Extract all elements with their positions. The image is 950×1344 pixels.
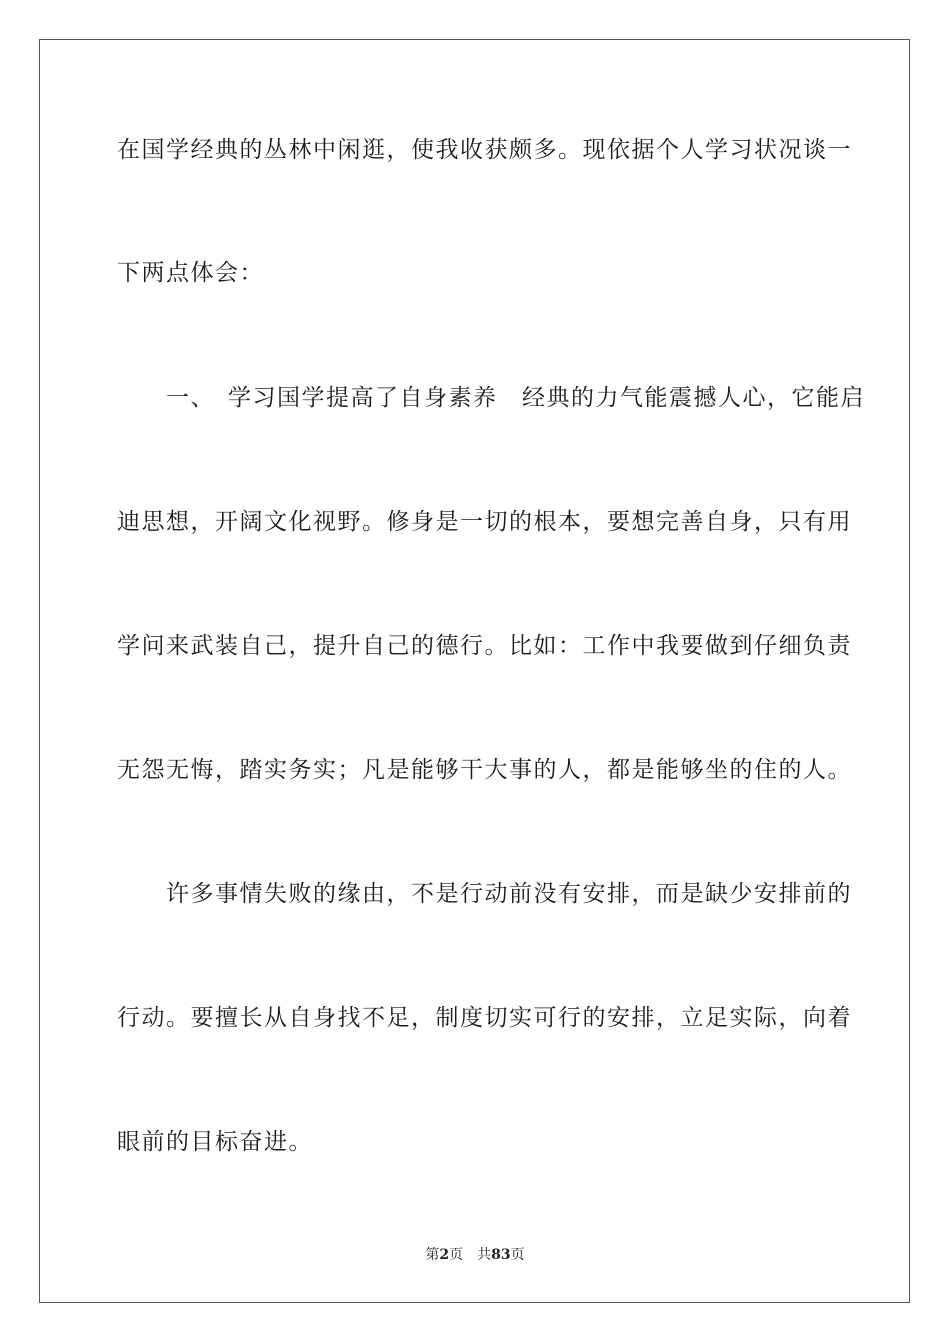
page-footer [0, 1246, 950, 1264]
body-line-4: 迪思想，开阔文化视野。修身是一切的根本，要想完善自身，只有用 [117, 509, 852, 535]
body-line-8: 行动。要擅长从自身找不足，制度切实可行的安排，立足实际，向着 [117, 1005, 852, 1031]
page-border [39, 39, 910, 1303]
body-line-5: 学问来武装自己，提升自己的德行。比如：工作中我要做到仔细负责 [117, 633, 852, 659]
footer-page-prefix: 第 [425, 1247, 440, 1263]
footer-total-suffix: 页 [510, 1247, 525, 1263]
body-line-9: 眼前的目标奋进。 [117, 1129, 313, 1155]
body-line-1: 在国学经典的丛林中闲逛，使我收获颇多。现依据个人学习状况谈一 [117, 137, 852, 163]
body-line-6: 无怨无悔，踏实务实；凡是能够干大事的人，都是能够坐的住的人。 [117, 757, 852, 783]
footer-page-current: 2 [439, 1247, 450, 1263]
footer-page-suffix: 页 [449, 1247, 464, 1263]
footer-page-total: 83 [491, 1247, 511, 1263]
footer-total-prefix: 共 [477, 1247, 492, 1263]
body-line-2: 下两点体会： [117, 260, 264, 286]
body-line-3: 一、 学习国学提高了自身素养 经典的力气能震撼人心，它能启 [117, 385, 865, 411]
body-line-7: 许多事情失败的缘由，不是行动前没有安排，而是缺少安排前的 [117, 881, 852, 907]
